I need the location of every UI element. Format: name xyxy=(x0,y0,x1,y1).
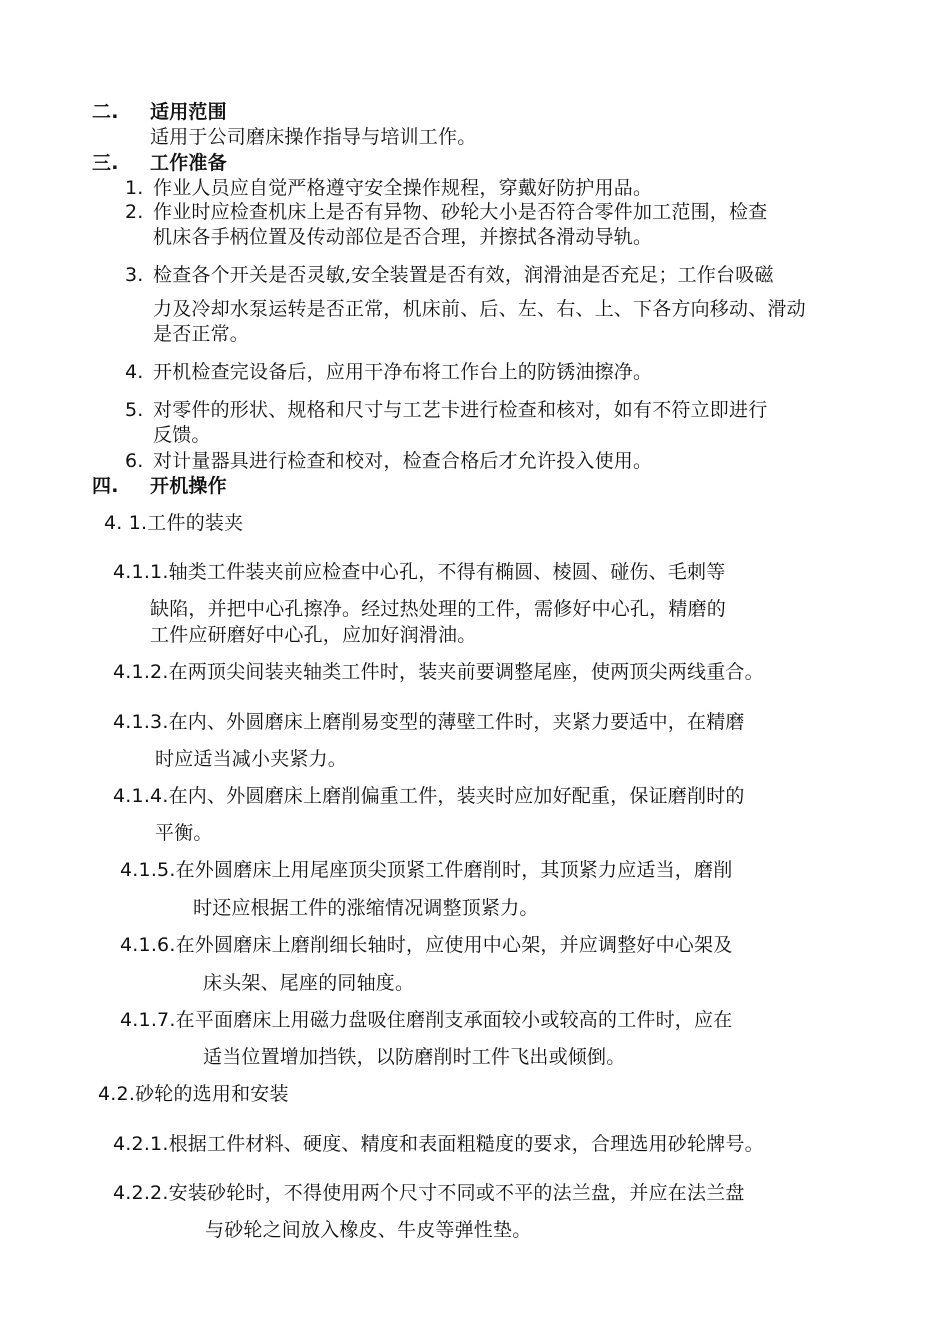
section-2-number: 二. xyxy=(92,101,119,123)
wheel-item-4-2-1 xyxy=(113,1132,764,1156)
clamp-item-4-1-4-line-2: 平衡。 xyxy=(155,822,213,844)
prep-item-3-line-3: 是否正常。 xyxy=(153,323,250,345)
clamp-item-4-1-3-line-2: 时应适当减小夹紧力。 xyxy=(155,748,348,770)
section-2-heading xyxy=(92,100,227,124)
subsection-4-1-heading xyxy=(104,511,243,535)
wheel-item-4-2-1-number: 4.2.1. xyxy=(113,1133,169,1155)
clamp-item-4-1-7-line-2: 适当位置增加挡铁，以防磨削时工件飞出或倾倒。 xyxy=(203,1046,626,1068)
subsection-4-1-title: 工件的装夹 xyxy=(147,512,244,534)
clamp-item-4-1-5-line-1: 在外圆磨床上用尾座顶尖顶紧工件磨削时，其顶紧力应适当，磨削 xyxy=(175,859,733,881)
clamp-item-4-1-6-number: 4.1.6. xyxy=(120,934,176,956)
clamp-item-4-1-3-number: 4.1.3. xyxy=(113,711,169,733)
clamp-item-4-1-6-line-2: 床头架、尾座的同轴度。 xyxy=(203,972,415,994)
section-2-body: 适用于公司磨床操作指导与培训工作。 xyxy=(150,126,477,148)
prep-item-3-line-1: 检查各个开关是否灵敏,安全装置是否有效，润滑油是否充足；工作台吸磁 xyxy=(153,264,774,286)
prep-item-2-number: 2. xyxy=(125,201,144,223)
wheel-item-4-2-2 xyxy=(113,1181,745,1205)
prep-item-5-number: 5. xyxy=(125,399,144,421)
prep-item-6-number: 6. xyxy=(125,450,144,472)
clamp-item-4-1-5-line-2: 时还应根据工件的涨缩情况调整顶紧力。 xyxy=(193,897,539,919)
wheel-item-4-2-2-number: 4.2.2. xyxy=(113,1182,169,1204)
prep-item-2-line-1: 作业时应检查机床上是否有异物、砂轮大小是否符合零件加工范围，检查 xyxy=(153,201,768,223)
prep-item-1-number: 1. xyxy=(125,177,144,199)
clamp-item-4-1-1-number: 4.1.1. xyxy=(113,561,169,583)
clamp-item-4-1-1 xyxy=(113,560,725,584)
prep-item-3-number: 3. xyxy=(125,264,144,286)
clamp-item-4-1-6 xyxy=(120,933,732,957)
clamp-item-4-1-4 xyxy=(113,784,745,808)
clamp-item-4-1-5 xyxy=(120,858,732,882)
prep-item-6 xyxy=(125,449,652,473)
clamp-item-4-1-2-number: 4.1.2. xyxy=(113,661,169,683)
prep-item-2-line-2: 机床各手柄位置及传动部位是否合理，并擦拭各滑动导轨。 xyxy=(153,226,653,248)
clamp-item-4-1-3-line-1: 在内、外圆磨床上磨削易变型的薄壁工件时，夹紧力要适中，在精磨 xyxy=(168,711,745,733)
prep-item-5 xyxy=(125,398,767,422)
clamp-item-4-1-4-number: 4.1.4. xyxy=(113,785,169,807)
section-4-heading xyxy=(92,474,227,498)
prep-item-4-line-1: 开机检查完设备后，应用干净布将工作台上的防锈油擦净。 xyxy=(153,361,653,383)
section-2-title: 适用范围 xyxy=(150,101,227,123)
wheel-item-4-2-2-line-1: 安装砂轮时，不得使用两个尺寸不同或不平的法兰盘，并应在法兰盘 xyxy=(168,1182,745,1204)
prep-item-3-line-2: 力及冷却水泵运转是否正常，机床前、后、左、右、上、下各方向移动、滑动 xyxy=(153,298,806,320)
section-4-title: 开机操作 xyxy=(150,475,227,497)
clamp-item-4-1-1-line-1: 轴类工件装夹前应检查中心孔，不得有椭圆、棱圆、碰伤、毛刺等 xyxy=(168,561,726,583)
section-3-number: 三. xyxy=(92,152,119,174)
section-4-number: 四. xyxy=(92,475,119,497)
subsection-4-2-heading xyxy=(98,1082,289,1106)
section-3-title: 工作准备 xyxy=(150,152,227,174)
clamp-item-4-1-1-line-2: 缺陷，并把中心孔擦净。经过热处理的工件，需修好中心孔，精磨的 xyxy=(150,598,727,620)
clamp-item-4-1-1-line-3: 工件应研磨好中心孔，应加好润滑油。 xyxy=(150,624,477,646)
clamp-item-4-1-2 xyxy=(113,660,764,684)
clamp-item-4-1-7 xyxy=(120,1008,732,1032)
prep-item-3 xyxy=(125,263,774,287)
clamp-item-4-1-7-number: 4.1.7. xyxy=(120,1009,176,1031)
prep-item-5-line-2: 反馈。 xyxy=(153,424,211,446)
prep-item-2 xyxy=(125,200,767,224)
clamp-item-4-1-7-line-1: 在平面磨床上用磁力盘吸住磨削支承面较小或较高的工件时，应在 xyxy=(175,1009,733,1031)
subsection-4-2-title: 砂轮的选用和安装 xyxy=(135,1083,289,1105)
prep-item-4 xyxy=(125,360,652,384)
subsection-4-1-number: 4. 1. xyxy=(104,512,148,534)
prep-item-1-line-1: 作业人员应自觉严格遵守安全操作规程，穿戴好防护用品。 xyxy=(153,177,653,199)
prep-item-6-line-1: 对计量器具进行检查和校对，检查合格后才允许投入使用。 xyxy=(153,450,653,472)
prep-item-5-line-1: 对零件的形状、规格和尺寸与工艺卡进行检查和核对，如有不符立即进行 xyxy=(153,399,768,421)
wheel-item-4-2-2-line-2: 与砂轮之间放入橡皮、牛皮等弹性垫。 xyxy=(205,1219,532,1241)
prep-item-1 xyxy=(125,176,652,200)
clamp-item-4-1-4-line-1: 在内、外圆磨床上磨削偏重工件，装夹时应加好配重，保证磨削时的 xyxy=(168,785,745,807)
clamp-item-4-1-3 xyxy=(113,710,745,734)
prep-item-4-number: 4. xyxy=(125,361,144,383)
subsection-4-2-number: 4.2. xyxy=(98,1083,136,1105)
clamp-item-4-1-6-line-1: 在外圆磨床上磨削细长轴时，应使用中心架，并应调整好中心架及 xyxy=(175,934,733,956)
clamp-item-4-1-2-line-1: 在两顶尖间装夹轴类工件时，装夹前要调整尾座，使两顶尖两线重合。 xyxy=(168,661,764,683)
wheel-item-4-2-1-line-1: 根据工件材料、硬度、精度和表面粗糙度的要求，合理选用砂轮牌号。 xyxy=(168,1133,764,1155)
section-3-heading xyxy=(92,151,227,175)
clamp-item-4-1-5-number: 4.1.5. xyxy=(120,859,176,881)
